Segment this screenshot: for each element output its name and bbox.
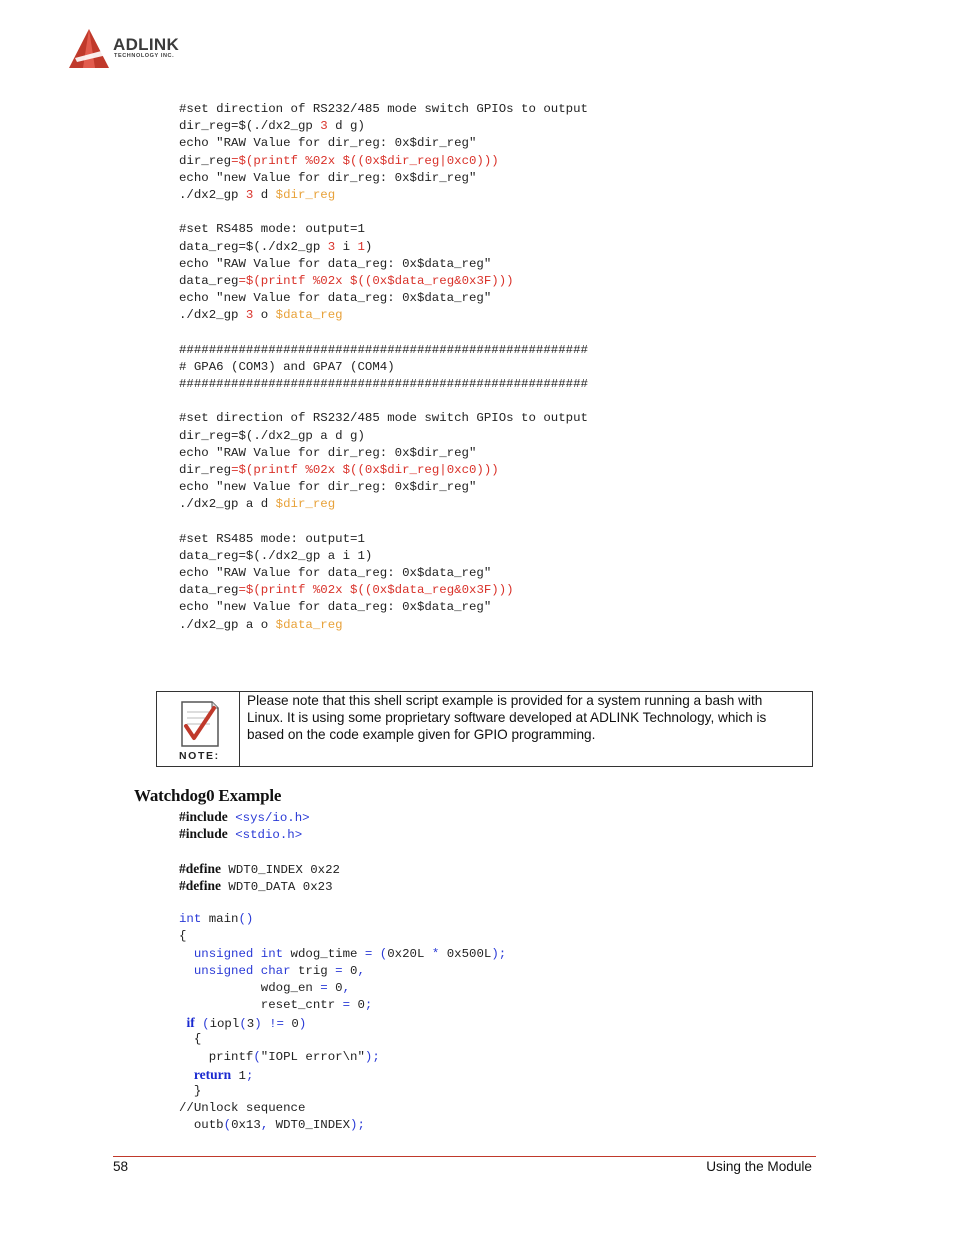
code-token: #define <box>179 860 221 876</box>
code-line <box>179 582 588 599</box>
code-line <box>179 221 588 238</box>
code-line <box>179 808 506 825</box>
code-token: echo "RAW Value for dir_reg: 0x$dir_reg" <box>179 445 477 460</box>
code-token: #include <box>179 826 228 842</box>
code-line <box>179 565 588 582</box>
code-token: ; <box>246 1068 254 1083</box>
code-line <box>179 410 588 427</box>
code-token: ( <box>202 1017 210 1032</box>
code-token: if <box>186 1015 195 1031</box>
code-token: ( <box>239 1017 247 1032</box>
code-token <box>179 1069 194 1083</box>
code-token: 3 <box>245 187 254 202</box>
code-line <box>179 860 506 877</box>
code-token: () <box>238 912 254 927</box>
code-line <box>179 1031 506 1048</box>
code-line <box>179 324 588 341</box>
code-line <box>179 894 506 911</box>
code-line <box>179 1066 506 1083</box>
code-token: 0x500L <box>439 946 492 961</box>
code-line <box>179 153 588 170</box>
code-token: data_reg=$(./dx2_gp <box>179 239 328 254</box>
adlink-triangle-icon <box>69 28 113 70</box>
code-line <box>179 204 588 221</box>
code-token: ( <box>253 1049 261 1064</box>
code-token: ; <box>364 998 373 1013</box>
note-box <box>156 691 813 767</box>
code-token: ); <box>491 946 507 961</box>
code-token: != <box>269 1017 284 1032</box>
code-token: d <box>253 187 276 202</box>
code-token: #set direction of RS232/485 mode switch GPIOs to output <box>179 102 588 116</box>
code-token: WDT0_INDEX 0x22 <box>221 862 340 877</box>
code-token: = <box>335 963 343 978</box>
code-line <box>179 187 588 204</box>
code-token: unsigned char <box>193 963 291 978</box>
code-line <box>179 359 588 376</box>
code-token: = <box>342 998 351 1013</box>
code-token: $dir_reg <box>275 497 336 512</box>
code-token: ( <box>223 1118 232 1133</box>
code-line <box>179 842 506 859</box>
code-token: data_reg=$(./dx2_gp a i 1) <box>179 548 373 563</box>
code-token: { <box>179 929 187 944</box>
code-token: "IOPL error\n" <box>260 1049 365 1064</box>
code-token: o <box>253 308 276 323</box>
code-token: ) <box>298 1017 307 1032</box>
code-token: wdog_en <box>179 980 321 995</box>
code-token: dir_reg=$(./dx2_gp <box>179 119 321 134</box>
section-heading: Watchdog0 Example <box>134 786 282 805</box>
code-token: 0 <box>350 998 365 1013</box>
note-checkmark-icon <box>178 698 222 750</box>
note-label: NOTE: <box>179 750 220 762</box>
code-token: 0 <box>327 980 343 995</box>
code-line <box>179 445 588 462</box>
code-token: } <box>179 1084 202 1098</box>
code-line <box>179 877 506 894</box>
adlink-logo <box>69 28 209 72</box>
code-token: ####################################################### <box>179 342 588 357</box>
code-line <box>179 980 506 997</box>
code-token: i <box>335 239 358 254</box>
code-token: int <box>179 912 202 927</box>
code-token: echo "new Value for dir_reg: 0x$dir_reg" <box>179 170 477 185</box>
code-token: 0x13 <box>231 1118 261 1133</box>
code-token: , <box>342 980 351 995</box>
code-line <box>179 928 506 945</box>
code-token: $dir_reg <box>275 187 336 202</box>
code-line <box>179 617 588 634</box>
code-line <box>179 514 588 531</box>
code-token: 1 <box>231 1068 246 1083</box>
code-line <box>179 1083 506 1100</box>
code-token: #set direction of RS232/485 mode switch GPIOs to output <box>179 411 588 426</box>
code-token: echo "new Value for data_reg: 0x$data_reg" <box>179 291 492 306</box>
code-line <box>179 1014 506 1031</box>
note-text: Please note that this shell script example is provided for a system running a bash with Linux. It is using some proprietary software developed at ADLINK Technology, which is based on the code example given for GPIO programming. <box>247 693 767 742</box>
code-token: 0 <box>342 963 358 978</box>
code-token: WDT0_DATA 0x23 <box>221 879 333 894</box>
code-token: ./dx2_gp a o <box>179 617 276 632</box>
code-token: unsigned int <box>193 946 284 961</box>
code-token: <sys/io.h> <box>235 811 310 825</box>
code-token: printf <box>179 1049 254 1064</box>
code-line <box>179 462 588 479</box>
code-line <box>179 118 588 135</box>
code-line <box>179 548 588 565</box>
code-token: 0x20L <box>387 946 432 961</box>
code-token: ); <box>350 1118 365 1133</box>
code-token <box>179 964 194 978</box>
shell-script-code-block <box>179 101 588 634</box>
code-token: echo "new Value for dir_reg: 0x$dir_reg" <box>179 480 477 495</box>
code-token: ) <box>254 1017 262 1032</box>
code-line <box>179 479 588 496</box>
code-line <box>179 342 588 359</box>
code-token <box>262 1017 269 1031</box>
code-token: 1 <box>357 239 365 254</box>
code-token <box>195 1017 202 1031</box>
code-line <box>179 135 588 152</box>
code-token: wdog_time <box>283 946 365 961</box>
code-token: echo "RAW Value for data_reg: 0x$data_reg" <box>179 566 492 581</box>
code-token: $data_reg <box>275 308 343 323</box>
code-token: =$(printf %02x $((0x$dir_reg|0xc0))) <box>231 462 499 477</box>
code-token: d g) <box>327 119 365 134</box>
code-token: #include <box>179 809 228 824</box>
logo-text: ADLINK <box>113 35 180 54</box>
code-token: //Unlock sequence <box>179 1101 306 1116</box>
code-token: return <box>193 1066 232 1082</box>
code-line <box>179 1049 506 1066</box>
code-token: 3 <box>327 239 336 254</box>
code-line <box>179 290 588 307</box>
code-line <box>179 428 588 445</box>
code-token: main <box>201 912 239 927</box>
code-token: #set RS485 mode: output=1 <box>179 222 365 237</box>
code-token: , <box>357 963 365 978</box>
code-line <box>179 101 588 118</box>
code-line <box>179 531 588 548</box>
code-line <box>179 273 588 290</box>
code-token <box>372 947 379 961</box>
code-token: =$(printf %02x $((0x$data_reg&0x3F))) <box>238 583 514 598</box>
code-token: =$(printf %02x $((0x$dir_reg|0xc0))) <box>231 153 499 168</box>
code-token: <stdio.h> <box>235 828 303 843</box>
code-token: { <box>179 1032 202 1047</box>
code-token: =$(printf %02x $((0x$data_reg&0x3F))) <box>238 273 514 288</box>
code-line <box>179 307 588 324</box>
code-line <box>179 256 588 273</box>
code-token: $data_reg <box>275 617 343 632</box>
code-token: * <box>431 946 440 961</box>
code-token: data_reg <box>179 273 239 288</box>
code-token: ( <box>379 946 388 961</box>
code-line <box>179 393 588 410</box>
footer-divider <box>113 1156 816 1157</box>
code-token: data_reg <box>179 583 239 598</box>
code-token: ) <box>364 239 373 254</box>
code-token: # GPA6 (COM3) and GPA7 (COM4) <box>179 359 395 374</box>
code-token: ); <box>364 1049 380 1064</box>
code-token: ./dx2_gp <box>179 308 246 323</box>
code-line <box>179 911 506 928</box>
note-icon-cell <box>157 692 240 766</box>
code-line <box>179 1117 506 1134</box>
code-token: #set RS485 mode: output=1 <box>179 531 365 546</box>
watchdog-c-code-block <box>179 808 506 1135</box>
code-token: echo "RAW Value for data_reg: 0x$data_reg" <box>179 256 492 271</box>
code-token: reset_cntr <box>179 998 343 1013</box>
code-token: 3 <box>246 1017 255 1032</box>
code-token: 3 <box>245 308 254 323</box>
code-token: dir_reg=$(./dx2_gp a d g) <box>179 428 365 443</box>
code-token: ./dx2_gp <box>179 187 246 202</box>
code-line <box>179 963 506 980</box>
code-line <box>179 376 588 393</box>
code-token: echo "new Value for data_reg: 0x$data_reg" <box>179 600 492 615</box>
code-token: outb <box>179 1118 224 1133</box>
code-token <box>179 947 194 961</box>
code-token: dir_reg <box>179 462 232 477</box>
code-token: = <box>320 980 328 995</box>
code-token: 3 <box>320 119 328 134</box>
code-token: trig <box>290 963 336 978</box>
code-line <box>179 239 588 256</box>
footer-title: Using the Module <box>706 1159 812 1174</box>
page-number: 58 <box>113 1159 129 1174</box>
code-token: ####################################################### <box>179 377 588 391</box>
code-line <box>179 170 588 187</box>
code-line <box>179 599 588 616</box>
code-token: iopl <box>209 1017 240 1032</box>
code-line <box>179 946 506 963</box>
code-token: = <box>364 946 373 961</box>
code-token: , <box>260 1118 269 1133</box>
code-token: #define <box>179 877 221 893</box>
code-line <box>179 997 506 1014</box>
code-token: WDT0_INDEX <box>268 1118 351 1133</box>
code-token: echo "RAW Value for dir_reg: 0x$dir_reg" <box>179 136 477 151</box>
code-token: ./dx2_gp a d <box>179 497 276 512</box>
code-line <box>179 1100 506 1117</box>
logo-subtext: TECHNOLOGY INC. <box>114 53 175 59</box>
code-token: 0 <box>283 1017 299 1032</box>
code-token: dir_reg <box>179 153 232 168</box>
code-line <box>179 496 588 513</box>
code-line <box>179 825 506 842</box>
